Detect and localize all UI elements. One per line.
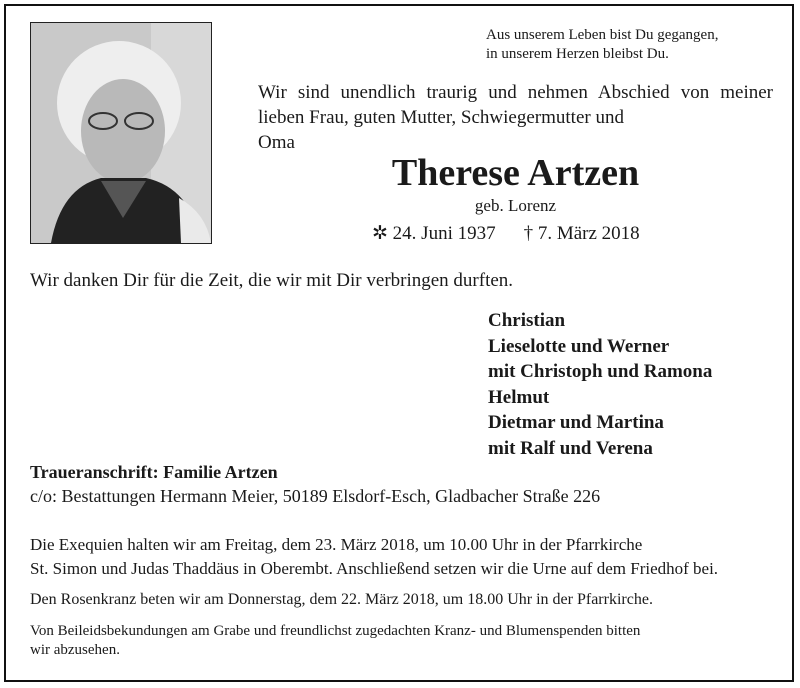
rosary-notice: Den Rosenkranz beten wir am Donnerstag, dem 22. März 2018, um 18.00 Uhr in der Pfarrkirche. — [30, 591, 653, 608]
thanks-text: Wir danken Dir für die Zeit, die wir mit Dir verbringen durften. — [30, 270, 514, 291]
family-member: Lieselotte und Werner — [488, 335, 670, 357]
family-list — [488, 308, 712, 461]
exequies-line-1: Die Exequien halten wir am Freitag, dem 23. März 2018, um 10.00 Uhr in der Pfarrkirche — [30, 535, 643, 554]
condolence-line-2: wir abzusehen. — [30, 642, 120, 658]
condolence-notice — [30, 622, 640, 660]
mourning-address: c/o: Bestattungen Hermann Meier, 50189 Elsdorf-Esch, Gladbacher Straße 226 — [30, 486, 601, 506]
family-member: mit Christoph und Ramona — [488, 361, 713, 382]
exequies-notice — [30, 533, 718, 580]
exequies-line-2: St. Simon und Judas Thaddäus in Oberembt. Anschließend setzen wir die Urne auf dem Friedhof bei. — [30, 558, 719, 578]
family-member: Christian — [488, 310, 566, 331]
family-member: mit Ralf und Verena — [488, 437, 653, 459]
maiden-name: geb. Lorenz — [474, 196, 557, 215]
memorial-quote — [486, 26, 718, 64]
portrait-photo — [30, 22, 212, 244]
death-date: † 7. März 2018 — [523, 223, 640, 244]
quote-line-1: Aus unserem Leben bist Du gegangen, — [486, 27, 719, 43]
intro-text: Wir sind unendlich traurig und nehmen Abschied von meiner lieben Frau, guten Mutter, Schwiegermutter und — [258, 82, 773, 128]
family-member: Helmut — [488, 386, 550, 408]
birth-date: ✲ 24. Juni 1937 — [372, 223, 496, 244]
deceased-name: Therese Artzen — [391, 152, 640, 194]
mourning-address-heading: Traueranschrift: Familie Artzen — [30, 462, 278, 482]
quote-line-2: in unserem Herzen bleibst Du. — [486, 46, 669, 62]
family-member: Dietmar und Martina — [488, 412, 664, 433]
intro-text-last: Oma — [258, 132, 295, 153]
life-dates — [372, 222, 640, 245]
condolence-line-1: Von Beileidsbekundungen am Grabe und freundlichst zugedachten Kranz- und Blumenspenden bitten — [30, 623, 641, 639]
